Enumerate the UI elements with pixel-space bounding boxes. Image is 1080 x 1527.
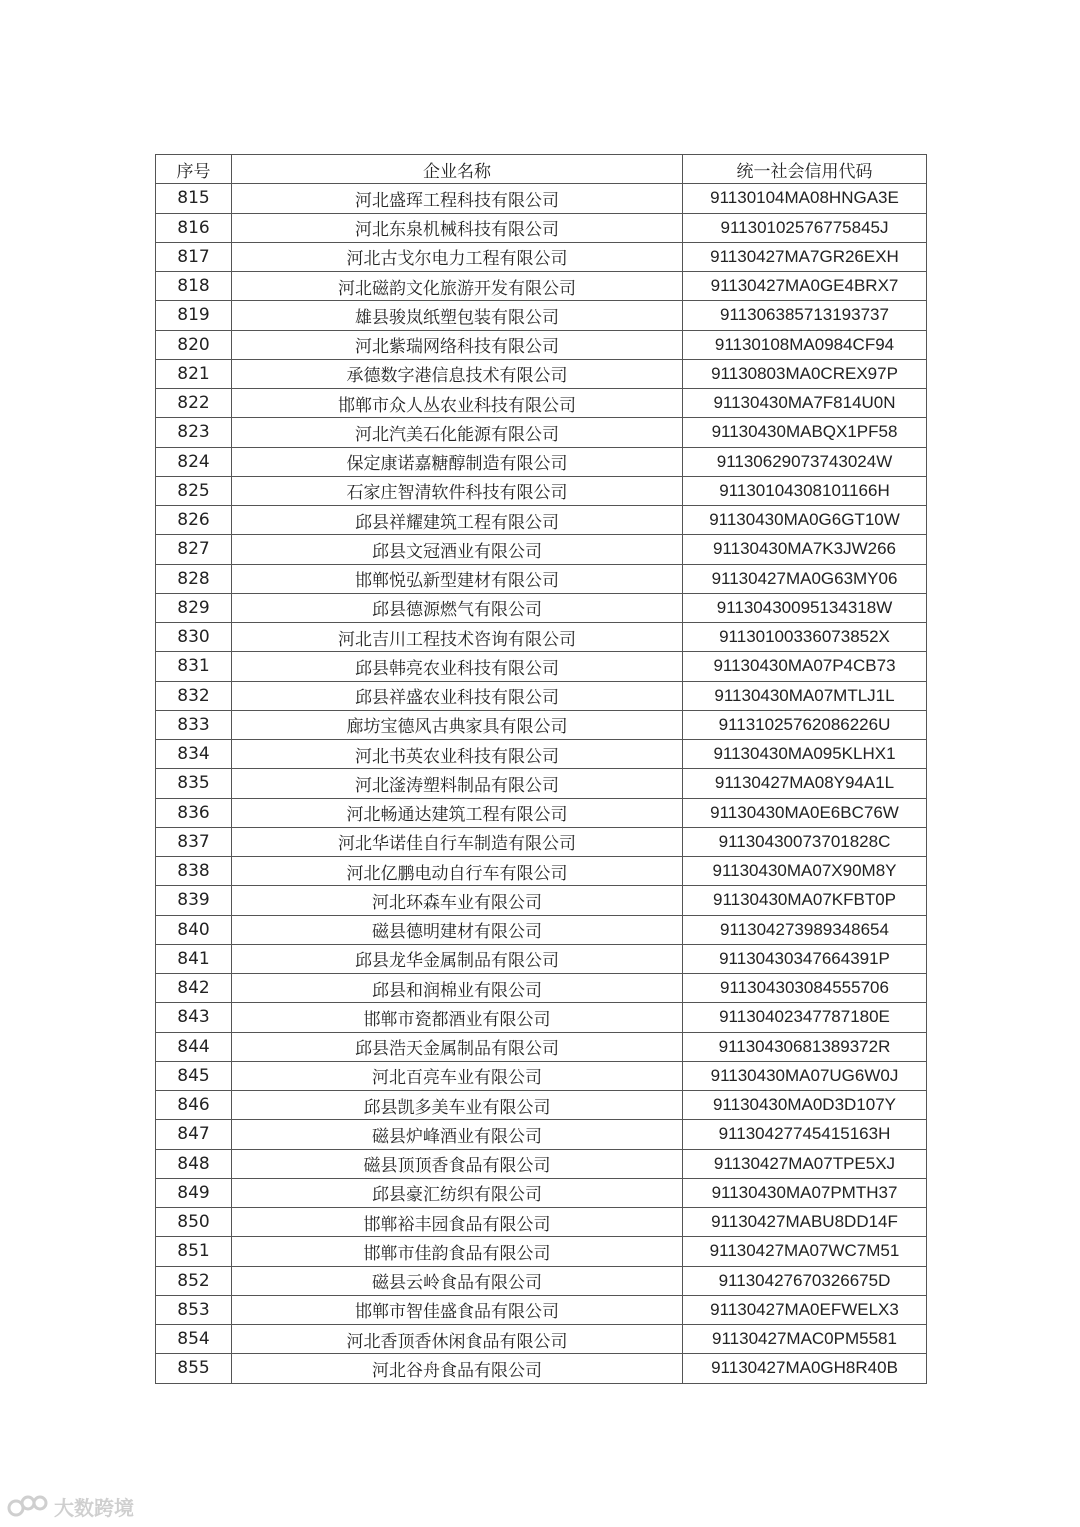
table-row xyxy=(156,710,927,739)
cell-company-name: 磁县炉峰酒业有限公司 xyxy=(232,1120,683,1149)
cell-company-name: 邱县祥盛农业科技有限公司 xyxy=(232,681,683,710)
cell-company-name: 河北华诺佳自行车制造有限公司 xyxy=(232,827,683,856)
cell-company-name: 河北古戈尔电力工程有限公司 xyxy=(232,242,683,271)
cell-index: 848 xyxy=(156,1149,232,1178)
cell-company-name: 磁县德明建材有限公司 xyxy=(232,915,683,944)
table-row xyxy=(156,506,927,535)
cell-credit-code: 91130430MA07X90M8Y xyxy=(683,857,927,886)
cell-index: 823 xyxy=(156,418,232,447)
cell-index: 847 xyxy=(156,1120,232,1149)
cell-company-name: 河北环森车业有限公司 xyxy=(232,886,683,915)
cell-index: 844 xyxy=(156,1032,232,1061)
cell-company-name: 河北香顶香休闲食品有限公司 xyxy=(232,1325,683,1354)
cell-company-name: 雄县骏岚纸塑包装有限公司 xyxy=(232,301,683,330)
cell-index: 837 xyxy=(156,827,232,856)
cell-credit-code: 91131025762086226U xyxy=(683,710,927,739)
cell-index: 815 xyxy=(156,184,232,213)
cell-company-name: 河北汽美石化能源有限公司 xyxy=(232,418,683,447)
table-body xyxy=(156,184,927,1383)
cell-credit-code: 91130430MA095KLHX1 xyxy=(683,740,927,769)
cell-credit-code: 91130430347664391P xyxy=(683,944,927,973)
table-row xyxy=(156,944,927,973)
cell-credit-code: 911304303084555706 xyxy=(683,974,927,1003)
cell-credit-code: 91130108MA0984CF94 xyxy=(683,330,927,359)
cell-index: 843 xyxy=(156,1003,232,1032)
cell-index: 839 xyxy=(156,886,232,915)
cell-credit-code: 91130427MA0GH8R40B xyxy=(683,1354,927,1383)
cell-index: 835 xyxy=(156,769,232,798)
table-row xyxy=(156,272,927,301)
table-row xyxy=(156,418,927,447)
table-row xyxy=(156,1120,927,1149)
table-row xyxy=(156,1149,927,1178)
cell-credit-code: 91130402347787180E xyxy=(683,1003,927,1032)
cell-credit-code: 91130100336073852X xyxy=(683,623,927,652)
cell-credit-code: 911306385713193737 xyxy=(683,301,927,330)
cell-credit-code: 91130430MA07PMTH37 xyxy=(683,1178,927,1207)
table-row xyxy=(156,1208,927,1237)
cell-company-name: 河北百亮车业有限公司 xyxy=(232,1061,683,1090)
cell-credit-code: 91130430MA07KFBT0P xyxy=(683,886,927,915)
cell-index: 834 xyxy=(156,740,232,769)
table-row xyxy=(156,242,927,271)
cell-credit-code: 91130430MA07UG6W0J xyxy=(683,1061,927,1090)
table-row xyxy=(156,535,927,564)
table-row xyxy=(156,330,927,359)
cell-company-name: 邯郸市智佳盛食品有限公司 xyxy=(232,1295,683,1324)
cell-company-name: 邯郸市瓷都酒业有限公司 xyxy=(232,1003,683,1032)
cell-company-name: 邱县文冠酒业有限公司 xyxy=(232,535,683,564)
header-company-name: 企业名称 xyxy=(232,155,683,184)
table-row xyxy=(156,184,927,213)
cell-company-name: 承德数字港信息技术有限公司 xyxy=(232,359,683,388)
cell-index: 824 xyxy=(156,447,232,476)
table-row xyxy=(156,1032,927,1061)
cell-company-name: 河北畅通达建筑工程有限公司 xyxy=(232,798,683,827)
cell-credit-code: 91130104308101166H xyxy=(683,476,927,505)
cell-index: 822 xyxy=(156,389,232,418)
cell-company-name: 河北盛珲工程科技有限公司 xyxy=(232,184,683,213)
cell-credit-code: 91130102576775845J xyxy=(683,213,927,242)
cell-index: 838 xyxy=(156,857,232,886)
cell-credit-code: 91130427745415163H xyxy=(683,1120,927,1149)
table-row xyxy=(156,301,927,330)
table-row xyxy=(156,476,927,505)
cell-credit-code: 91130427MA0EFWELX3 xyxy=(683,1295,927,1324)
cell-index: 816 xyxy=(156,213,232,242)
cell-index: 854 xyxy=(156,1325,232,1354)
cell-index: 836 xyxy=(156,798,232,827)
table-row xyxy=(156,623,927,652)
cell-index: 841 xyxy=(156,944,232,973)
cell-credit-code: 91130430MA07MTLJ1L xyxy=(683,681,927,710)
cell-credit-code: 91130430MA0D3D107Y xyxy=(683,1091,927,1120)
table-row xyxy=(156,564,927,593)
cell-company-name: 河北谷舟食品有限公司 xyxy=(232,1354,683,1383)
watermark-text: 大数跨境 xyxy=(54,1495,134,1520)
cell-index: 820 xyxy=(156,330,232,359)
cell-company-name: 河北磁韵文化旅游开发有限公司 xyxy=(232,272,683,301)
table-row xyxy=(156,1061,927,1090)
cell-company-name: 邱县和润棉业有限公司 xyxy=(232,974,683,1003)
cell-credit-code: 91130427MA07TPE5XJ xyxy=(683,1149,927,1178)
table-row xyxy=(156,915,927,944)
cell-credit-code: 911304273989348654 xyxy=(683,915,927,944)
cell-index: 828 xyxy=(156,564,232,593)
cell-index: 831 xyxy=(156,652,232,681)
table-row xyxy=(156,798,927,827)
cell-credit-code: 91130427MA08Y94A1L xyxy=(683,769,927,798)
cell-index: 833 xyxy=(156,710,232,739)
cell-index: 817 xyxy=(156,242,232,271)
table-row xyxy=(156,1178,927,1207)
cell-index: 830 xyxy=(156,623,232,652)
cell-index: 819 xyxy=(156,301,232,330)
cell-company-name: 河北亿鹏电动自行车有限公司 xyxy=(232,857,683,886)
cell-company-name: 邱县祥耀建筑工程有限公司 xyxy=(232,506,683,535)
cell-credit-code: 91130430MA07P4CB73 xyxy=(683,652,927,681)
cell-index: 845 xyxy=(156,1061,232,1090)
company-table xyxy=(155,154,927,1384)
table-row xyxy=(156,681,927,710)
cell-credit-code: 91130430MABQX1PF58 xyxy=(683,418,927,447)
table-row xyxy=(156,213,927,242)
cell-index: 818 xyxy=(156,272,232,301)
cell-index: 846 xyxy=(156,1091,232,1120)
cell-index: 832 xyxy=(156,681,232,710)
cell-index: 829 xyxy=(156,593,232,622)
cell-index: 849 xyxy=(156,1178,232,1207)
cell-credit-code: 91130427MA0GE4BRX7 xyxy=(683,272,927,301)
cell-credit-code: 91130427MA7GR26EXH xyxy=(683,242,927,271)
cell-company-name: 河北东泉机械科技有限公司 xyxy=(232,213,683,242)
cell-index: 842 xyxy=(156,974,232,1003)
cell-credit-code: 91130803MA0CREX97P xyxy=(683,359,927,388)
cell-company-name: 石家庄智清软件科技有限公司 xyxy=(232,476,683,505)
cell-company-name: 邯郸市众人丛农业科技有限公司 xyxy=(232,389,683,418)
cell-credit-code: 91130427MAC0PM5581 xyxy=(683,1325,927,1354)
table-row xyxy=(156,886,927,915)
cell-index: 826 xyxy=(156,506,232,535)
cell-company-name: 邱县凯多美车业有限公司 xyxy=(232,1091,683,1120)
cell-index: 850 xyxy=(156,1208,232,1237)
cell-company-name: 邯郸市佳韵食品有限公司 xyxy=(232,1237,683,1266)
cell-company-name: 邯郸裕丰园食品有限公司 xyxy=(232,1208,683,1237)
cell-company-name: 廊坊宝德风古典家具有限公司 xyxy=(232,710,683,739)
table-row xyxy=(156,389,927,418)
table-row xyxy=(156,447,927,476)
logo-mark-icon xyxy=(6,1492,50,1520)
cell-company-name: 河北吉川工程技术咨询有限公司 xyxy=(232,623,683,652)
table-row xyxy=(156,827,927,856)
cell-company-name: 邱县韩亮农业科技有限公司 xyxy=(232,652,683,681)
cell-credit-code: 91130430MA7F814U0N xyxy=(683,389,927,418)
cell-credit-code: 91130427670326675D xyxy=(683,1266,927,1295)
table-row xyxy=(156,769,927,798)
cell-index: 840 xyxy=(156,915,232,944)
cell-index: 853 xyxy=(156,1295,232,1324)
cell-company-name: 保定康诺嘉糖醇制造有限公司 xyxy=(232,447,683,476)
header-index: 序号 xyxy=(156,155,232,184)
table-row xyxy=(156,1237,927,1266)
cell-credit-code: 91130430MA0E6BC76W xyxy=(683,798,927,827)
cell-index: 825 xyxy=(156,476,232,505)
watermark xyxy=(6,1490,134,1522)
table-row xyxy=(156,359,927,388)
cell-company-name: 河北书英农业科技有限公司 xyxy=(232,740,683,769)
cell-company-name: 磁县顶顶香食品有限公司 xyxy=(232,1149,683,1178)
cell-company-name: 邱县德源燃气有限公司 xyxy=(232,593,683,622)
cell-credit-code: 91130427MABU8DD14F xyxy=(683,1208,927,1237)
cell-credit-code: 91130430MA7K3JW266 xyxy=(683,535,927,564)
cell-index: 821 xyxy=(156,359,232,388)
header-credit-code: 统一社会信用代码 xyxy=(683,155,927,184)
table-row xyxy=(156,1091,927,1120)
cell-index: 827 xyxy=(156,535,232,564)
table-row xyxy=(156,593,927,622)
cell-company-name: 邯郸悦弘新型建材有限公司 xyxy=(232,564,683,593)
table-row xyxy=(156,652,927,681)
cell-company-name: 邱县龙华金属制品有限公司 xyxy=(232,944,683,973)
header-row xyxy=(156,155,927,184)
cell-index: 851 xyxy=(156,1237,232,1266)
cell-index: 852 xyxy=(156,1266,232,1295)
cell-credit-code: 91130430095134318W xyxy=(683,593,927,622)
cell-credit-code: 91130430073701828C xyxy=(683,827,927,856)
cell-company-name: 河北紫瑞网络科技有限公司 xyxy=(232,330,683,359)
cell-credit-code: 91130427MA07WC7M51 xyxy=(683,1237,927,1266)
cell-credit-code: 91130104MA08HNGA3E xyxy=(683,184,927,213)
table-header xyxy=(156,155,927,184)
cell-credit-code: 91130629073743024W xyxy=(683,447,927,476)
table-row xyxy=(156,974,927,1003)
cell-company-name: 邱县豪汇纺织有限公司 xyxy=(232,1178,683,1207)
table-row xyxy=(156,1003,927,1032)
cell-credit-code: 91130430MA0G6GT10W xyxy=(683,506,927,535)
cell-company-name: 磁县云岭食品有限公司 xyxy=(232,1266,683,1295)
table-row xyxy=(156,1295,927,1324)
table-row xyxy=(156,1325,927,1354)
cell-index: 855 xyxy=(156,1354,232,1383)
cell-credit-code: 91130427MA0G63MY06 xyxy=(683,564,927,593)
cell-company-name: 河北滏涛塑料制品有限公司 xyxy=(232,769,683,798)
cell-credit-code: 91130430681389372R xyxy=(683,1032,927,1061)
table-row xyxy=(156,1354,927,1383)
table-row xyxy=(156,857,927,886)
table-row xyxy=(156,740,927,769)
table-row xyxy=(156,1266,927,1295)
cell-company-name: 邱县浩天金属制品有限公司 xyxy=(232,1032,683,1061)
